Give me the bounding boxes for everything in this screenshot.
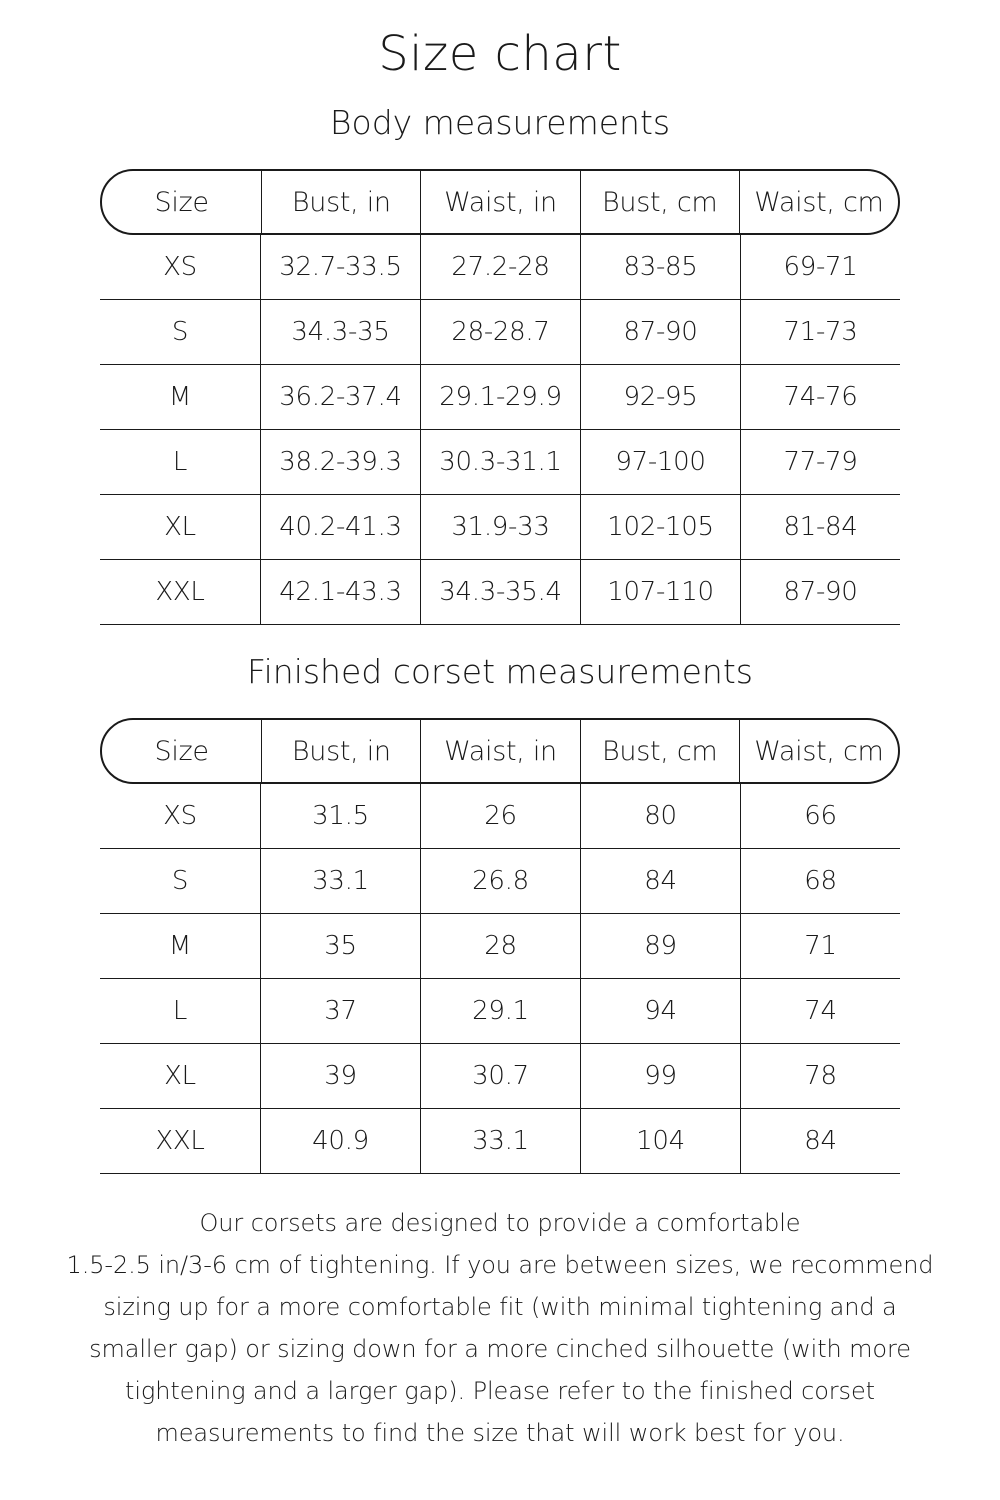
column-header: Waist, in <box>420 720 579 782</box>
table-cell: 78 <box>740 1044 900 1108</box>
table-cell: 81-84 <box>740 495 900 559</box>
table-cell: 35 <box>260 914 420 978</box>
note-line: sizing up for a more comfortable fit (with minimal tightening and a <box>103 1293 897 1321</box>
table-row <box>100 560 900 625</box>
table-cell: 68 <box>740 849 900 913</box>
table-cell: 69-71 <box>740 235 900 299</box>
note-line: measurements to find the size that will work best for you. <box>155 1419 845 1447</box>
table-cell: 102-105 <box>580 495 740 559</box>
table-cell: 77-79 <box>740 430 900 494</box>
table-cell: XS <box>163 252 197 282</box>
table-cell: 39 <box>260 1044 420 1108</box>
table-cell: 36.2-37.4 <box>260 365 420 429</box>
table-row <box>100 849 900 914</box>
table-cell: 74 <box>740 979 900 1043</box>
section-title-corset: Finished corset measurements <box>247 652 753 691</box>
table-cell: XS <box>163 801 197 831</box>
table-cell: 29.1-29.9 <box>420 365 580 429</box>
table-cell: 26 <box>420 784 580 848</box>
table-cell: 27.2-28 <box>420 235 580 299</box>
table-cell: 80 <box>580 784 740 848</box>
fit-note <box>40 1202 960 1454</box>
table-cell: M <box>168 382 192 412</box>
table-header-row <box>100 169 900 235</box>
table-cell: 97-100 <box>580 430 740 494</box>
table-row <box>100 365 900 430</box>
table-cell: XL <box>164 1061 196 1091</box>
table-row <box>100 1109 900 1174</box>
table-cell: 28 <box>420 914 580 978</box>
table-cell: 74-76 <box>740 365 900 429</box>
table-cell: 71 <box>740 914 900 978</box>
table-cell: 83-85 <box>580 235 740 299</box>
note-line: smaller gap) or sizing down for a more cinched silhouette (with more <box>89 1335 911 1363</box>
page-title: Size chart <box>378 26 622 82</box>
table-cell: 28-28.7 <box>420 300 580 364</box>
table-cell: 34.3-35 <box>260 300 420 364</box>
column-header: Size <box>154 735 209 767</box>
table-cell: XL <box>164 512 196 542</box>
table-cell: 42.1-43.3 <box>260 560 420 624</box>
column-header: Waist, cm <box>739 171 898 233</box>
table-cell: L <box>172 447 188 477</box>
table-cell: S <box>171 317 189 347</box>
table-cell: S <box>171 866 189 896</box>
column-header: Bust, in <box>261 720 420 782</box>
table-cell: 30.7 <box>420 1044 580 1108</box>
table-cell: 84 <box>580 849 740 913</box>
table-cell: 66 <box>740 784 900 848</box>
table-cell: 87-90 <box>580 300 740 364</box>
table-row <box>100 979 900 1044</box>
table-cell: XXL <box>155 577 205 607</box>
table-cell: 40.9 <box>260 1109 420 1173</box>
table-cell: 104 <box>580 1109 740 1173</box>
table-row <box>100 784 900 849</box>
table-cell: 107-110 <box>580 560 740 624</box>
table-cell: 87-90 <box>740 560 900 624</box>
table-cell: 99 <box>580 1044 740 1108</box>
note-line: 1.5-2.5 in/3-6 cm of tightening. If you are between sizes, we recommend <box>66 1251 934 1279</box>
table-cell: 37 <box>260 979 420 1043</box>
note-line: Our corsets are designed to provide a comfortable <box>199 1209 801 1237</box>
table-row <box>100 1044 900 1109</box>
section-title-body: Body measurements <box>329 103 671 142</box>
table-cell: 84 <box>740 1109 900 1173</box>
table-cell: 30.3-31.1 <box>420 430 580 494</box>
note-line: tightening and a larger gap). Please refer to the finished corset <box>125 1377 875 1405</box>
body-measurements-table <box>100 169 900 625</box>
column-header: Size <box>154 186 209 218</box>
table-cell: 40.2-41.3 <box>260 495 420 559</box>
table-cell: 89 <box>580 914 740 978</box>
table-row <box>100 495 900 560</box>
table-cell: 33.1 <box>260 849 420 913</box>
table-cell: 71-73 <box>740 300 900 364</box>
table-cell: 32.7-33.5 <box>260 235 420 299</box>
table-cell: 31.5 <box>260 784 420 848</box>
table-cell: 34.3-35.4 <box>420 560 580 624</box>
table-cell: 29.1 <box>420 979 580 1043</box>
table-cell: M <box>168 931 192 961</box>
table-row <box>100 300 900 365</box>
table-cell: L <box>172 996 188 1026</box>
column-header: Waist, cm <box>739 720 898 782</box>
table-cell: 33.1 <box>420 1109 580 1173</box>
table-row <box>100 235 900 300</box>
table-row <box>100 914 900 979</box>
table-cell: 94 <box>580 979 740 1043</box>
table-cell: XXL <box>155 1126 205 1156</box>
table-row <box>100 430 900 495</box>
table-cell: 92-95 <box>580 365 740 429</box>
column-header: Waist, in <box>420 171 579 233</box>
table-cell: 38.2-39.3 <box>260 430 420 494</box>
column-header: Bust, cm <box>580 171 739 233</box>
table-header-row <box>100 718 900 784</box>
column-header: Bust, cm <box>580 720 739 782</box>
table-cell: 26.8 <box>420 849 580 913</box>
corset-measurements-table <box>100 718 900 1174</box>
table-cell: 31.9-33 <box>420 495 580 559</box>
column-header: Bust, in <box>261 171 420 233</box>
